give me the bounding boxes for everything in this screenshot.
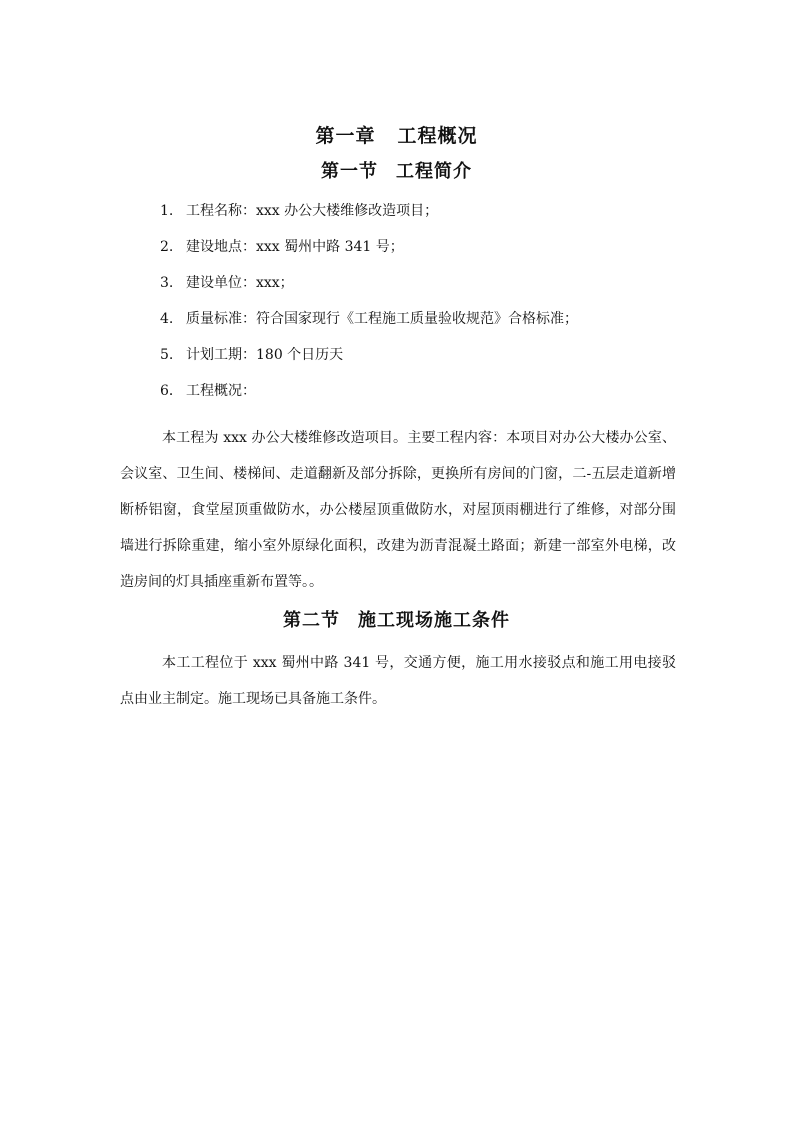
section-2-label: 第二节 (283, 610, 340, 631)
section-1-heading (0, 157, 793, 183)
chapter-heading (0, 121, 793, 148)
list-item-number: 5. (160, 347, 174, 363)
list-item (160, 199, 578, 235)
list-item (160, 307, 578, 343)
section-1-label: 第一节 (321, 161, 378, 182)
chapter-title: 工程概况 (397, 125, 478, 147)
chapter-label: 第一章 (315, 125, 376, 147)
project-info-list (160, 199, 578, 415)
list-item-number: 6． (160, 383, 183, 399)
list-item (160, 379, 578, 415)
list-item-text: 工程名称：xxx 办公大楼维修改造项目； (186, 203, 439, 219)
list-item (160, 235, 578, 271)
section-2-heading (0, 606, 793, 632)
list-item-text: 质量标准：符合国家现行《工程施工质量验收规范》合格标准； (186, 311, 578, 327)
list-item (160, 271, 578, 307)
list-item-number: 3. (160, 275, 174, 291)
list-item-text: 建设地点：xxx 蜀州中路 341 号； (186, 239, 404, 255)
list-item-text: 建设单位：xxx； (186, 275, 294, 291)
section-1-title: 工程简介 (396, 161, 472, 182)
list-item-text: 计划工期：180 个日历天 (186, 347, 344, 363)
list-item-number: 2. (160, 239, 174, 255)
project-overview-paragraph: 本工程为 xxx 办公大楼维修改造项目。主要工程内容：本项目对办公大楼办公室、会议室、卫生间、楼梯间、走道翻新及部分拆除，更换所有房间的门窗，二-五层走道新增断桥铝窗，食堂屋顶重做防水，办公楼屋顶重做防水，对屋顶雨棚进行了维修，对部分围墙进行拆除重建，缩小室外原绿化面积，改建为沥青混凝土路面；新建一部室外电梯，改造房间的灯具插座重新布置等。。 (120, 430, 676, 590)
list-item-number: 1. (160, 203, 174, 219)
list-item (160, 343, 578, 379)
section-2-title: 施工现场施工条件 (358, 610, 510, 631)
list-item-number: 4. (160, 311, 174, 327)
site-conditions-paragraph: 本工工程位于 xxx 蜀州中路 341 号，交通方便，施工用水接驳点和施工用电接驳点由业主制定。施工现场已具备施工条件。 (120, 655, 676, 707)
list-item-text: 工程概况： (186, 383, 256, 399)
